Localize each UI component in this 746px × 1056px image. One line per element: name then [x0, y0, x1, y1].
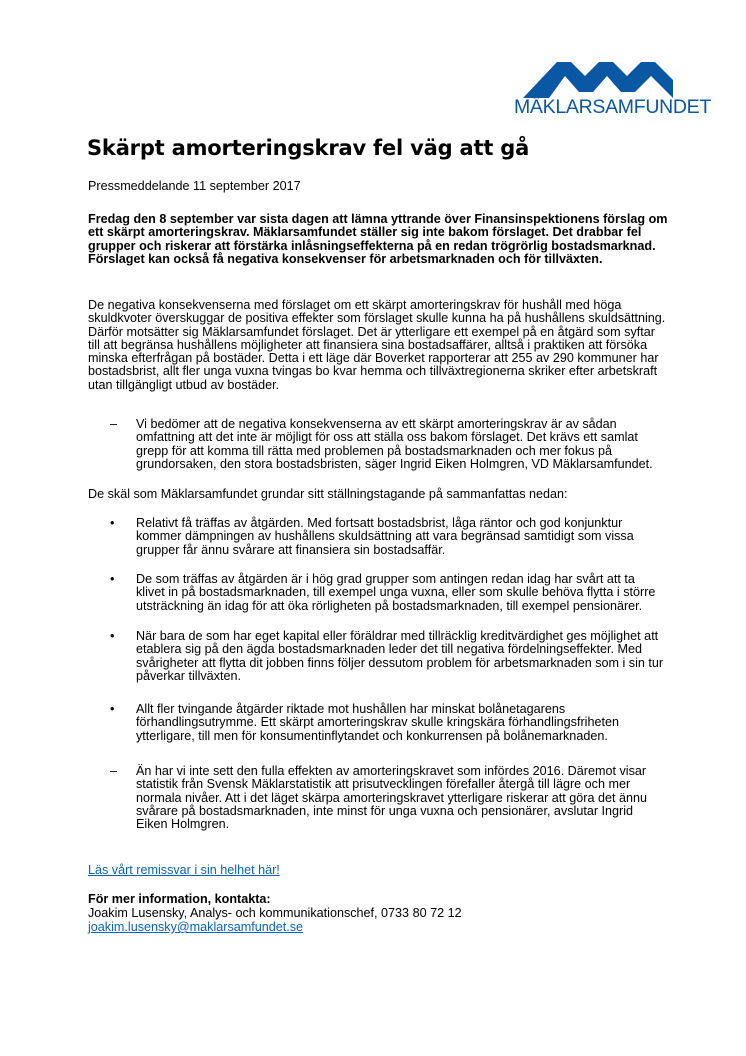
bullet-marker: •	[110, 516, 115, 530]
quote-text: Än har vi inte sett den fulla effekten av amorteringskravet som infördes 2016. Däremot visar statistik från Svensk Mäklarstatistik att prisutvecklingen förefaller återgå till lägre och mer normala nivåer. Att i det läget skärpa amorteringskravet ytterligare riskerar att göra det ännu svårare på bostadsmarknaden, inte minst för unga vuxna och pensionärer, avslutar Ingrid Eiken Holmgren.	[136, 764, 647, 832]
bullet-text: Relativt få träffas av åtgärden. Med fortsatt bostadsbrist, låga räntor och god konjunktur kommer dämpningen av hushållens skuldsättning att vara begränsad samtidigt som vissa grupper får ännu svårare att finansiera sin bostadsaffär.	[136, 516, 634, 557]
page-title: Skärpt amorteringskrav fel väg att gå	[87, 136, 530, 160]
dateline: Pressmeddelande 11 september 2017	[88, 179, 301, 193]
contact-email-link[interactable]: joakim.lusensky@maklarsamfundet.se	[88, 920, 304, 934]
company-logo	[505, 58, 711, 122]
bullet-marker: •	[110, 572, 115, 586]
dash-marker: –	[110, 764, 118, 778]
bullet-text: De som träffas av åtgärden är i hög grad grupper som antingen redan idag har svårt att ta klivet in på bostadsmarknaden, till exempel unga vuxna, eller som skulle behöva flytta i större utsträckning än idag för att öka rörligheten på bostadsmarknaden, till exempel pensionärer.	[136, 572, 656, 613]
bullet-marker: •	[110, 629, 115, 643]
quote-text: Vi bedömer att de negativa konsekvenserna av ett skärpt amorteringskrav är av sådan omfattning att det inte är möjligt för oss att ställa oss bakom förslaget. Det krävs ett samlat grepp för att komma till rätta med problemen på bostadsmarknaden och mer fokus på grundorsaken, den stora bostadsbristen, säger Ingrid Eiken Holmgren, VD Mäklarsamfundet.	[136, 417, 653, 471]
lead-paragraph: Fredag den 8 september var sista dagen att lämna yttrande över Finansinspektionens förslag om ett skärpt amorteringskrav. Mäklarsamfundet ställer sig inte bakom förslaget. Det drabbar fel grupper och riskerar att förstärka inlåsningseffekterna på en redan trögrörlig bostadsmarknad. Förslaget kan också få negativa konsekvenser för arbetsmarknaden och för tillväxten.	[88, 212, 668, 266]
bullet-text: När bara de som har eget kapital eller föräldrar med tillräcklig kreditvärdighet ges möjlighet att etablera sig på den ägda bostadsmarknaden leder det till negativa fördelningseffekter. Med svårigheter att flytta dit jobben finns följer dessutom problem för arbetsmarknaden som i sin tur påverkar tillväxten.	[136, 629, 664, 683]
contact-person: Joakim Lusensky, Analys- och kommunikationschef, 0733 80 72 12	[88, 906, 462, 920]
reasons-intro: De skäl som Mäklarsamfundet grundar sitt ställningstagande på sammanfattas nedan:	[88, 487, 568, 501]
contact-heading: För mer information, kontakta:	[88, 892, 271, 906]
remiss-link[interactable]: Läs vårt remissvar i sin helhet här!	[88, 863, 280, 877]
dash-marker: –	[110, 417, 118, 431]
logo-wordmark: MÄKLARSAMFUNDET	[513, 96, 711, 118]
bullet-marker: •	[110, 702, 115, 716]
roof-mark-icon	[523, 58, 673, 98]
body-paragraph: De negativa konsekvenserna med förslaget om ett skärpt amorteringskrav för hushåll med höga skuldkvoter överskuggar de positiva effekter som förslaget skulle kunna ha på hushållens skuldsättning. Därför motsätter sig Mäklarsamfundet förslaget. Det är ytterligare ett exempel på en åtgärd som syftar till att begränsa hushållens möjligheter att finansiera sina bostadsaffärer, alltså i praktiken att försöka minska efterfrågan på bostäder. Detta i ett läge där Boverket rapporterar att 255 av 290 kommuner har bostadsbrist, allt fler unga vuxna tvingas bo kvar hemma och tillväxtregionerna skriker efter arbetskraft utan tillgängligt utbud av bostäder.	[88, 298, 666, 392]
bullet-text: Allt fler tvingande åtgärder riktade mot hushållen har minskat bolånetagarens förhandlingsutrymme. Ett skärpt amorteringskrav skulle kringskära förhandlingsfriheten ytterligare, till men för konsumentinflytandet och konkurrensen på bolånemarknaden.	[136, 702, 619, 743]
